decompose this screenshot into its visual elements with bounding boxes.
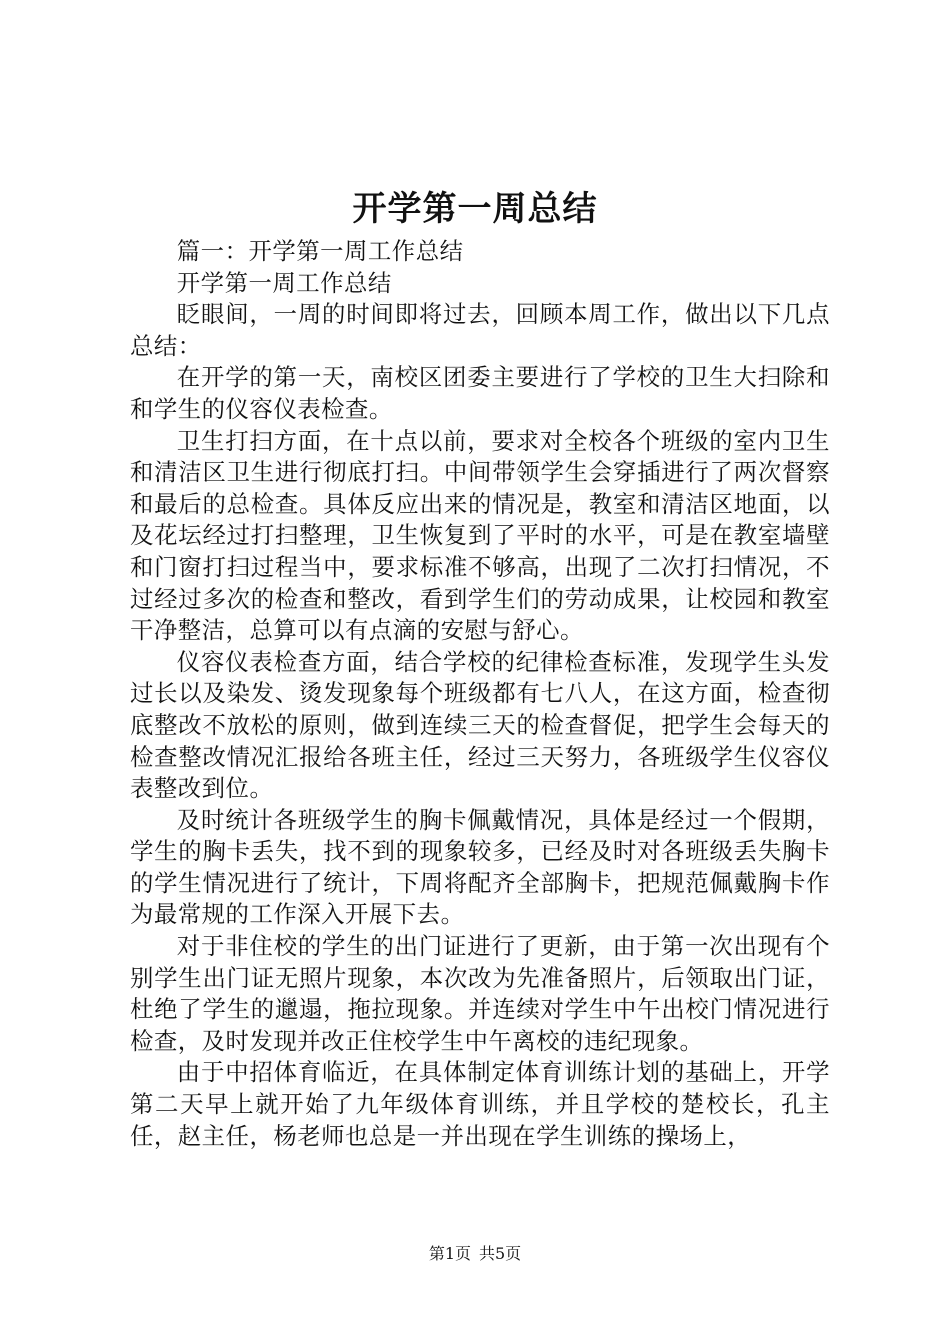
page-number: 第1页 [428,1244,471,1263]
paragraph: 眨眼间，一周的时间即将过去，回顾本周工作，做出以下几点总结： [130,300,830,360]
paragraph: 由于中招体育临近，在具体制定体育训练计划的基础上，开学第二天早上就开始了九年级体育训练，并且学校的楚校长，孔主任，赵主任，杨老师也总是一并出现在学生训练的操场上， [130,1058,830,1150]
paragraph: 及时统计各班级学生的胸卡佩戴情况，具体是经过一个假期，学生的胸卡丢失，找不到的现象较多，已经及时对各班级丢失胸卡的学生情况进行了统计，下周将配齐全部胸卡，把规范佩戴胸卡作为最常规的工作深入开展下去。 [130,805,830,929]
total-pages: 共5页 [479,1244,522,1263]
document-title: 开学第一周总结 [352,189,598,229]
page-footer [0,1242,950,1266]
paragraph: 在开学的第一天，南校区团委主要进行了学校的卫生大扫除和和学生的仪容仪表检查。 [130,363,830,423]
document-body [130,236,830,1152]
section-heading: 篇一：开学第一周工作总结 [176,237,464,265]
paragraph: 对于非住校的学生的出门证进行了更新，由于第一次出现有个别学生出门证无照片现象，本次改为先准备照片，后领取出门证，杜绝了学生的邋遢，拖拉现象。并连续对学生中午出校门情况进行检查，及时发现并改正住校学生中午离校的违纪现象。 [130,932,830,1055]
paragraph: 卫生打扫方面，在十点以前，要求对全校各个班级的室内卫生和清洁区卫生进行彻底打扫。中间带领学生会穿插进行了两次督察和最后的总检查。具体反应出来的情况是，教室和清洁区地面，以及花坛经过打扫整理，卫生恢复到了平时的水平，可是在教室墙壁和门窗打扫过程当中，要求标准不够高，出现了二次打扫情况，不过经过多次的检查和整改，看到学生们的劳动成果，让校园和教室干净整洁，总算可以有点滴的安慰与舒心。 [130,426,830,645]
subtitle: 开学第一周工作总结 [176,268,392,297]
paragraph: 仪容仪表检查方面，结合学校的纪律检查标准，发现学生头发过长以及染发、烫发现象每个班级都有七八人，在这方面，检查彻底整改不放松的原则，做到连续三天的检查督促，把学生会每天的检查整改情况汇报给各班主任，经过三天努力，各班级学生仪容仪表整改到位。 [130,647,830,803]
